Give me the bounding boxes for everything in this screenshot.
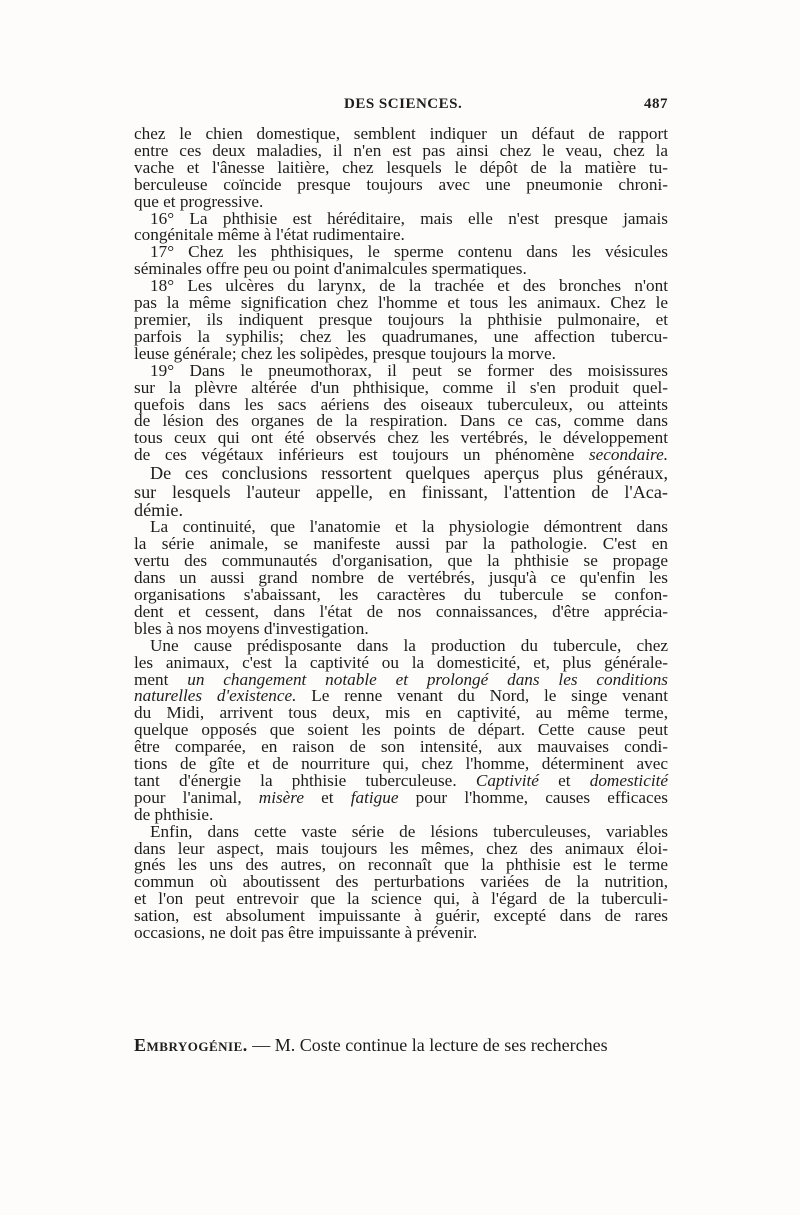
emphasis: Captivité	[475, 770, 539, 790]
page-number: 487	[644, 96, 668, 112]
text-line: sur lesquels l'auteur appelle, en finissant, l'attention de l'Aca-	[134, 481, 668, 502]
text-line: 16° La phthisie est héréditaire, mais elle n'est presque jamais	[150, 208, 668, 228]
text-line: gnés les uns des autres, on reconnaît que la phthisie est le terme	[134, 855, 668, 875]
text-line: tous ceux qui ont été observés chez les vertébrés, le développement	[134, 428, 668, 448]
text-line: vache et l'ânesse laitière, chez lesquels le dépôt de la matière tu-	[134, 157, 668, 177]
emphasis: un changement notable et prolongé dans les conditions	[187, 669, 668, 689]
paragraph-conclusions	[134, 464, 668, 519]
text-line: les animaux, c'est la captivité ou la domesticité, et, plus générale-	[134, 652, 668, 672]
text-run: Le renne venant du Nord, le singe venant	[296, 686, 668, 706]
text-line: et l'on peut entrevoir que la science qui, à l'égard de la tuberculi-	[134, 889, 668, 909]
text-line: occasions, ne doit pas être impuissante à prévenir.	[134, 923, 478, 943]
text-line: congénitale même à l'état rudimentaire.	[134, 225, 405, 245]
text-line: que et progressive.	[134, 191, 264, 211]
section-heading: Embryogénie.	[134, 1035, 248, 1055]
text-run: de ces végétaux inférieurs est toujours un phénomène	[134, 445, 575, 465]
text-line: pas la même signification chez l'homme et tous les animaux. Chez le	[134, 293, 668, 313]
body-text	[134, 126, 668, 942]
paragraph-19	[134, 360, 669, 465]
text-line: 17° Chez les phthisiques, le sperme contenu dans les vésicules	[150, 242, 668, 262]
next-section-start	[134, 1035, 668, 1055]
emphasis: secondaire.	[588, 445, 669, 465]
paragraph-17	[134, 244, 668, 278]
text-run: et	[538, 770, 590, 790]
text-run: tant d'énergie la phthisie tuberculeuse.	[134, 770, 457, 790]
paragraph-continuite	[134, 519, 668, 637]
text-line	[134, 787, 668, 807]
text-line: organisations s'abaissant, les caractères du tubercule se confon-	[134, 584, 668, 604]
text-line: parfois la syphilis; chez les quadrumanes, une affection tubercu-	[134, 326, 668, 346]
text-line: 18° Les ulcères du larynx, de la trachée et des bronches n'ont	[150, 276, 668, 296]
emphasis: naturelles d'existence.	[134, 686, 297, 706]
text-line: dent et cessent, dans l'état de nos connaissances, d'être apprécia-	[134, 601, 668, 621]
text-line: Enfin, dans cette vaste série de lésions tuberculeuses, variables	[150, 821, 668, 841]
text-line: vertu des communautés d'organisation, que la phthisie se propage	[134, 551, 668, 571]
text-run: ment	[134, 669, 188, 689]
text-run: et	[303, 787, 351, 807]
text-line: La continuité, que l'anatomie et la physiologie démontrent dans	[150, 517, 668, 537]
text-line: tions de gîte et de nourriture qui, chez l'homme, déterminent avec	[134, 754, 668, 774]
paragraph-cause	[134, 635, 669, 824]
text-line: berculeuse coïncide presque toujours avec une pneumonie chroni-	[134, 174, 668, 194]
text-line: bles à nos moyens d'investigation.	[134, 618, 369, 638]
text-line: Une cause prédisposante dans la production du tubercule, chez	[150, 635, 668, 655]
text-line: 19° Dans le pneumothorax, il peut se former des moisissures	[150, 360, 668, 380]
paragraph-enfin	[134, 821, 668, 943]
text-line: chez le chien domestique, semblent indiquer un défaut de rapport	[134, 124, 668, 143]
text-line	[134, 447, 668, 464]
text-line: démie.	[134, 499, 183, 520]
text-line: de lésion des organes de la respiration. Dans ce cas, comme dans	[134, 411, 668, 431]
text-run: — M. Coste continue la lecture de ses recherches	[247, 1035, 608, 1055]
text-run: pour l'homme, causes efficaces	[398, 787, 668, 807]
text-line: quelque opposés que soient les points de départ. Cette cause peut	[134, 720, 668, 740]
paragraph-18	[134, 278, 668, 363]
text-line: entre ces deux maladies, il n'en est pas ainsi chez le veau, chez la	[134, 140, 668, 160]
larger-type-section	[134, 464, 668, 519]
emphasis: domesticité	[589, 770, 669, 790]
text-run: pour l'animal,	[134, 787, 259, 807]
text-line: commun où aboutissent des perturbations variées de la nutrition,	[134, 872, 668, 892]
emphasis: fatigue	[350, 787, 399, 807]
text-line: sation, est absolument impuissante à guérir, excepté dans de rares	[134, 906, 668, 926]
text-line: séminales offre peu ou point d'animalcules spermatiques.	[134, 259, 527, 279]
text-line: la série animale, se manifeste aussi par la pathologie. C'est en	[134, 534, 668, 554]
text-line: De ces conclusions ressortent quelques aperçus plus généraux,	[150, 463, 668, 484]
text-line: de phthisie.	[134, 804, 214, 824]
text-line: sur la plèvre altérée d'un phthisique, comme il s'en produit quel-	[134, 377, 668, 397]
page-header	[134, 96, 668, 120]
paragraph-16	[134, 208, 668, 245]
running-title: DES SCIENCES.	[344, 96, 463, 112]
paragraph-continuation	[134, 126, 668, 211]
text-line: dans un aussi grand nombre de vertébrés, jusqu'à ce qu'enfin les	[134, 568, 668, 588]
text-line: dans leur aspect, mais toujours les mêmes, chez des animaux éloi-	[134, 838, 668, 858]
text-line: être comparée, en raison de son intensité, aux mauvaises condi-	[134, 737, 668, 757]
text-line: quefois dans les sacs aériens des oiseaux tuberculeux, ou atteints	[134, 394, 668, 414]
text-line: leuse générale; chez les solipèdes, presque toujours la morve.	[134, 343, 556, 363]
text-line: premier, ils indiquent presque toujours la phthisie pulmonaire, et	[134, 309, 668, 329]
text-line: du Midi, arrivent tous deux, mis en captivité, au même terme,	[134, 703, 668, 723]
emphasis: misère	[258, 787, 304, 807]
